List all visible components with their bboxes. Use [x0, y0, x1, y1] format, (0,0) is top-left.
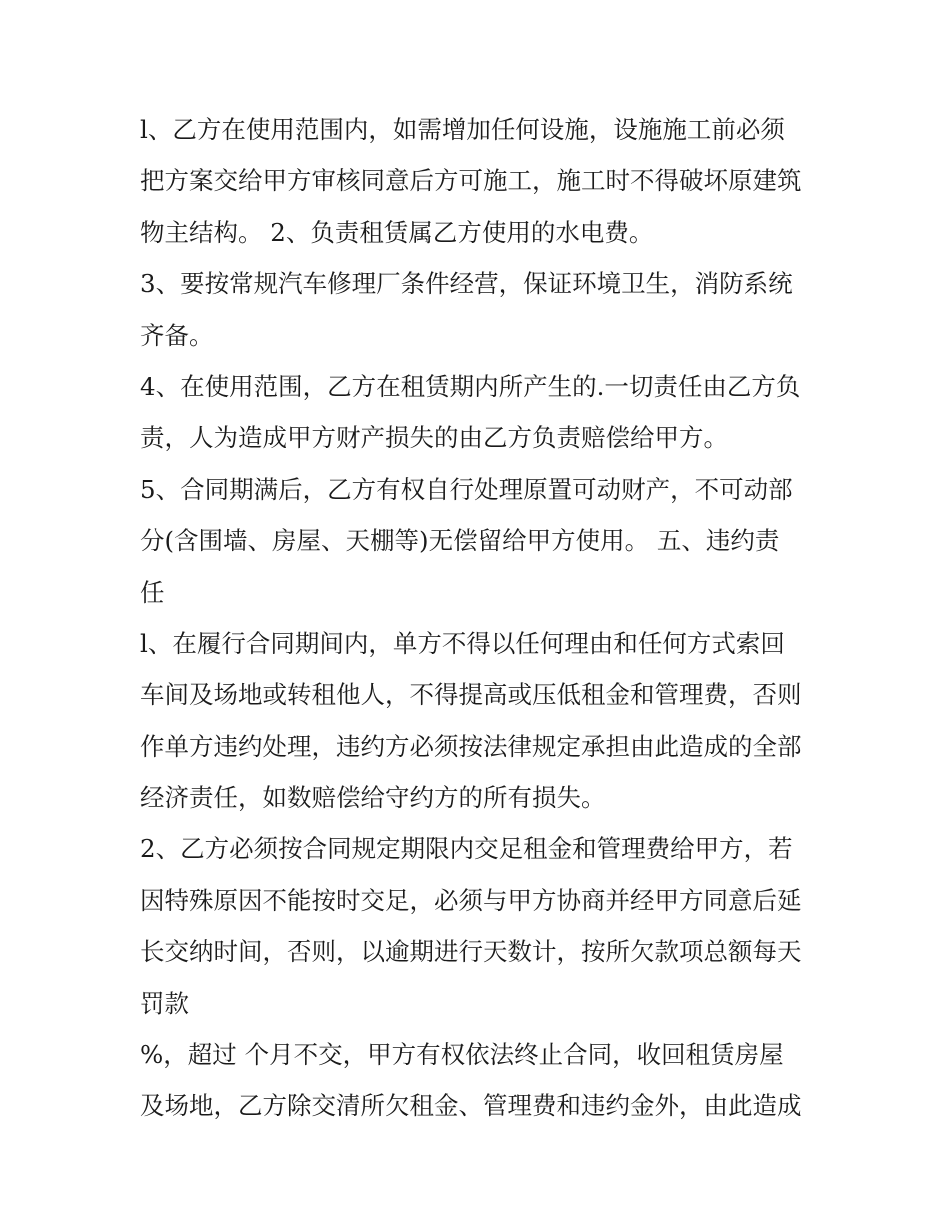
- text-line: 经济责任，如数赔偿给守约方的所有损失。: [140, 783, 606, 813]
- text-line: 因特殊原因不能按时交足，必须与甲方协商并经甲方同意后延: [140, 885, 802, 915]
- text-line: 把方案交给甲方审核同意后方可施工，施工时不得破坏原建筑: [140, 166, 802, 196]
- text-line: l、在履行合同期间内，单方不得以任何理由和任何方式索回: [140, 628, 785, 658]
- text-line: 4、在使用范围，乙方在租赁期内所产生的.一切责任由乙方负: [140, 371, 801, 401]
- text-line: 3、要按常规汽车修理厂条件经营，保证环境卫生，消防系统: [140, 269, 793, 299]
- text-line: 车间及场地或转租他人，不得提高或压低租金和管理费，否则: [140, 680, 802, 710]
- text-line: 5、合同期满后，乙方有权自行处理原置可动财产，不可动部: [140, 474, 793, 504]
- text-line: 作单方违约处理，违约方必须按法律规定承担由此造成的全部: [140, 731, 802, 761]
- text-line: 长交纳时间，否则，以逾期进行天数计，按所欠款项总额每天: [140, 937, 802, 967]
- text-line: 齐备。: [140, 320, 214, 350]
- text-line: 2、乙方必须按合同规定期限内交足租金和管理费给甲方，若: [140, 834, 793, 864]
- text-line: 分(含围墙、房屋、天棚等)无偿留给甲方使用。 五、违约责: [140, 526, 780, 556]
- text-line: %，超过 个月不交，甲方有权依法终止合同，收回租赁房屋: [140, 1040, 784, 1070]
- text-line: 物主结构。 2、负责租赁属乙方使用的水电费。: [140, 217, 654, 247]
- text-line: 责，人为造成甲方财产损失的由乙方负责赔偿给甲方。: [140, 423, 728, 453]
- text-line: 任: [140, 577, 165, 607]
- text-line: 及场地，乙方除交清所欠租金、管理费和违约金外，由此造成: [140, 1091, 802, 1121]
- text-line: 罚款: [140, 988, 189, 1018]
- document-body: [140, 104, 840, 1132]
- text-line: l、乙方在使用范围内，如需增加任何设施，设施施工前必须: [140, 115, 785, 144]
